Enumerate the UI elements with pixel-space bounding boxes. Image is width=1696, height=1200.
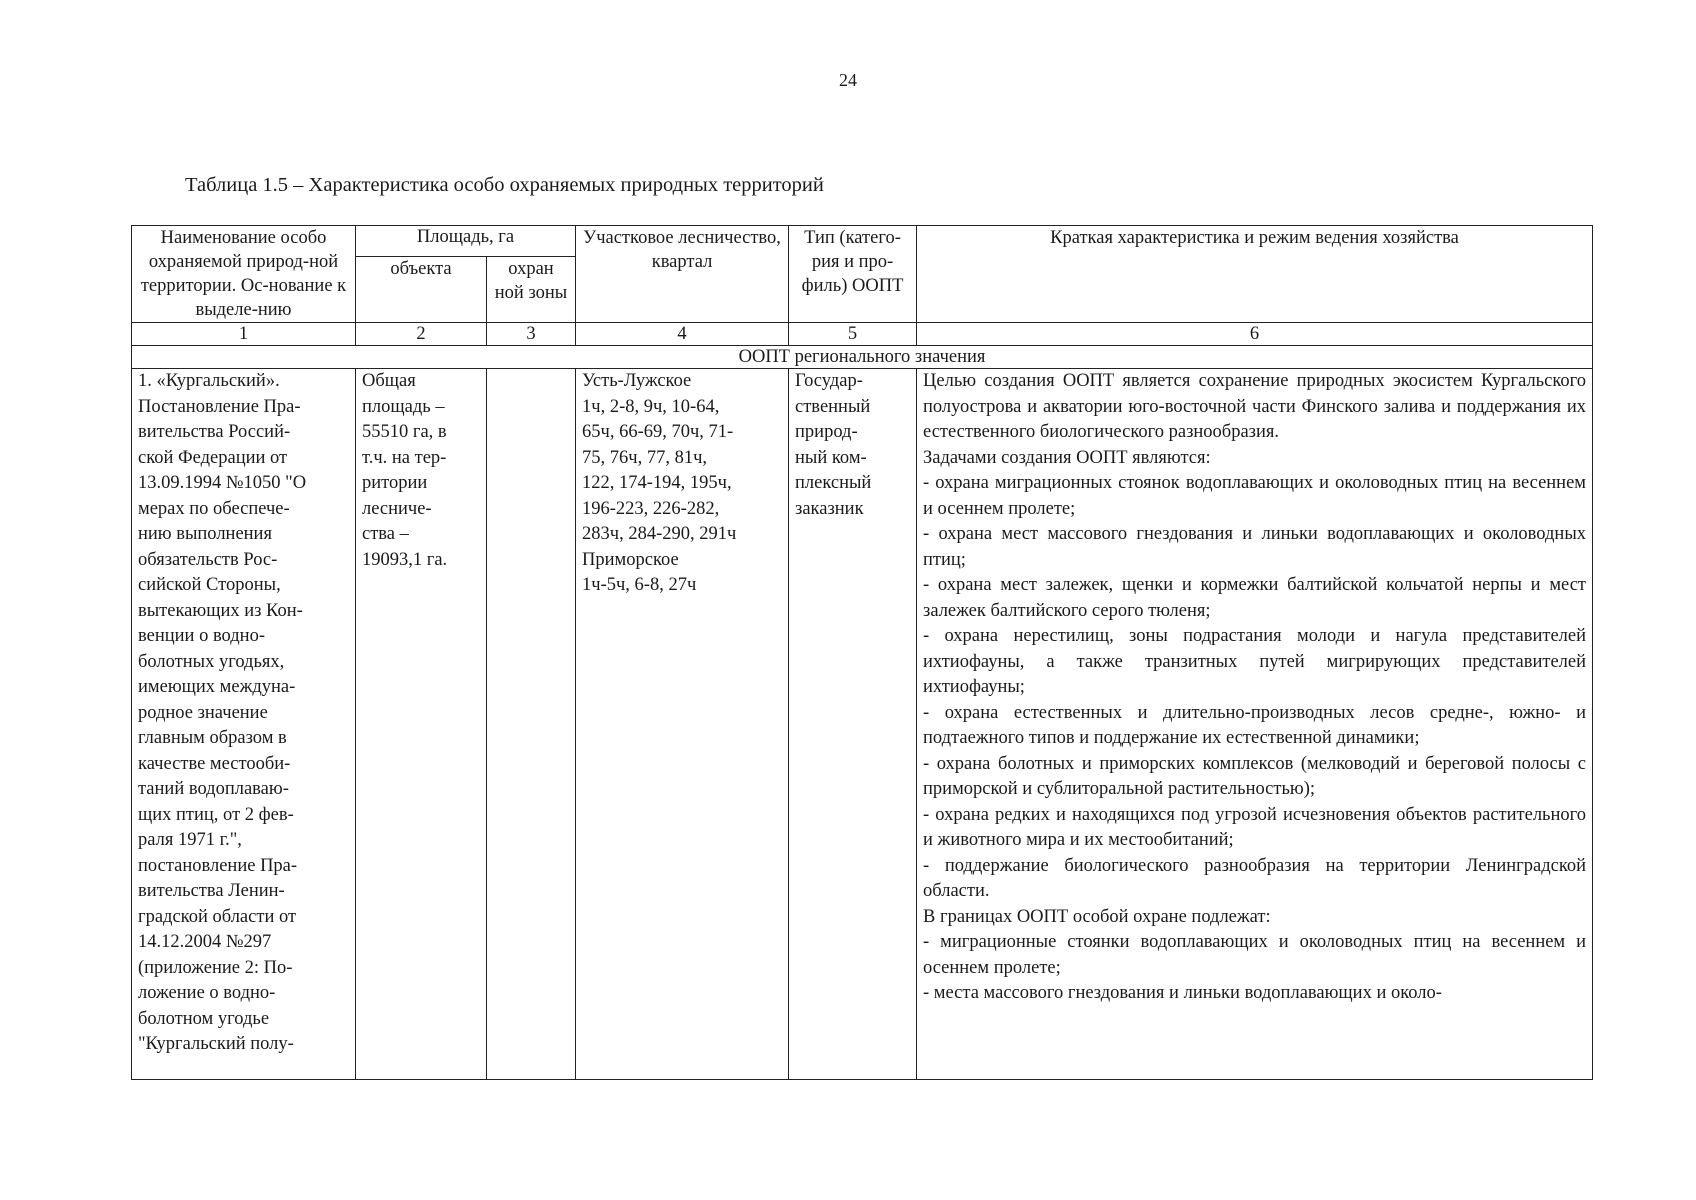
header-name: Наименование особо охраняемой природ-ной территории. Ос-нование к выделе-нию bbox=[132, 226, 356, 323]
area-object: Общая площадь – 55510 га, в т.ч. на тер- ритории лесниче- ства – 19093,1 га. bbox=[356, 369, 487, 1080]
header-row-1 bbox=[132, 226, 1593, 257]
forestry-quarters: Усть-Лужское 1ч, 2-8, 9ч, 10-64, 65ч, 66-69, 70ч, 71- 75, 76ч, 77, 81ч, 122, 174-194, 195ч, 196-223, 226-282, 283ч, 284-290, 291ч Приморское 1ч-5ч, 6-8, 27ч bbox=[576, 369, 789, 1080]
characteristic-line: - охрана нерестилищ, зоны подрастания молоди и нагула представителей ихтиофауны, а также транзитных путей мигрирующих представителей ихтиофауны; bbox=[923, 626, 1587, 697]
section-row bbox=[132, 346, 1593, 369]
table-row bbox=[132, 369, 1593, 1080]
characteristic-line: Задачами создания ООПТ являются: bbox=[923, 447, 1211, 468]
column-number: 3 bbox=[487, 323, 576, 346]
characteristic-line: - охрана мест залежек, щенки и кормежки балтийской кольчатой нерпы и мест залежек балтийского серого тюленя; bbox=[923, 575, 1587, 621]
header-area-zone: охран ной зоны bbox=[487, 256, 576, 322]
header-forestry: Участковое лесничество, квартал bbox=[576, 226, 789, 323]
characteristic bbox=[917, 369, 1593, 1080]
characteristic-line: - охрана миграционных стоянок водоплавающих и околоводных птиц на весеннем и осеннем пролете; bbox=[923, 473, 1587, 519]
characteristic-line: - охрана редких и находящихся под угрозой исчезновения объектов растительного и животного мира и их местообитаний; bbox=[923, 804, 1587, 850]
header-type: Тип (катего-рия и про-филь) ООПТ bbox=[789, 226, 917, 323]
header-area: Площадь, га bbox=[356, 226, 576, 257]
page-number: 24 bbox=[839, 70, 857, 90]
header-characteristic: Краткая характеристика и режим ведения хозяйства bbox=[917, 226, 1593, 323]
characteristic-line: - охрана мест массового гнездования и линьки водоплавающих и околоводных птиц; bbox=[923, 524, 1587, 570]
area-zone bbox=[487, 369, 576, 1080]
column-number: 6 bbox=[917, 323, 1593, 346]
area-type: Государ- ственный природ- ный ком- плексный заказник bbox=[789, 369, 917, 1080]
characteristic-line: - миграционные стоянки водоплавающих и околоводных птиц на весеннем и осеннем пролете; bbox=[923, 932, 1587, 978]
characteristic-line: Целью создания ООПТ является сохранение природных экосистем Кургальского полуострова и акватории юго-восточной части Финского залива и поддержания их естественного биологического разнообразия. bbox=[923, 371, 1587, 442]
characteristic-line: - места массового гнездования и линьки водоплавающих и около- bbox=[923, 983, 1442, 1003]
column-number: 2 bbox=[356, 323, 487, 346]
column-number: 1 bbox=[132, 323, 356, 346]
characteristic-line: - охрана естественных и длительно-производных лесов средне-, южно- и подтаежного типов и поддержание их естественной динамики; bbox=[923, 702, 1587, 748]
header-area-object: объекта bbox=[356, 256, 487, 322]
section-title: ООПТ регионального значения bbox=[132, 346, 1593, 369]
characteristic-line: - охрана болотных и приморских комплексов (мелководий и береговой полосы с приморской и сублиторальной растительностью); bbox=[923, 753, 1587, 799]
table-caption: Таблица 1.5 – Характеристика особо охраняемых природных территорий bbox=[185, 174, 824, 196]
column-number: 5 bbox=[789, 323, 917, 346]
characteristic-line: - поддержание биологического разнообразия на территории Ленинградской области. bbox=[923, 855, 1587, 901]
column-number-row bbox=[132, 323, 1593, 346]
column-number: 4 bbox=[576, 323, 789, 346]
area-name-basis: 1. «Кургальский». Постановление Пра- вительства Россий- ской Федерации от 13.09.1994 №1050 "О мерах по обеспече- нию выполнения обязательств Рос- сийской Стороны, вытекающих из Кон- венции о водно- болотных угодьях, имеющих междуна- родное значение главным образом в качестве местооби- таний водоплаваю- щих птиц, от 2 фев- раля 1971 г.", постановление Пра- вительства Ленин- градской области от 14.12.2004 №297 (приложение 2: По- ложение о водно- болотном угодье "Кургальский полу- bbox=[132, 369, 356, 1080]
characteristic-line: В границах ООПТ особой охране подлежат: bbox=[923, 906, 1271, 927]
protected-areas-table bbox=[131, 225, 1593, 1080]
